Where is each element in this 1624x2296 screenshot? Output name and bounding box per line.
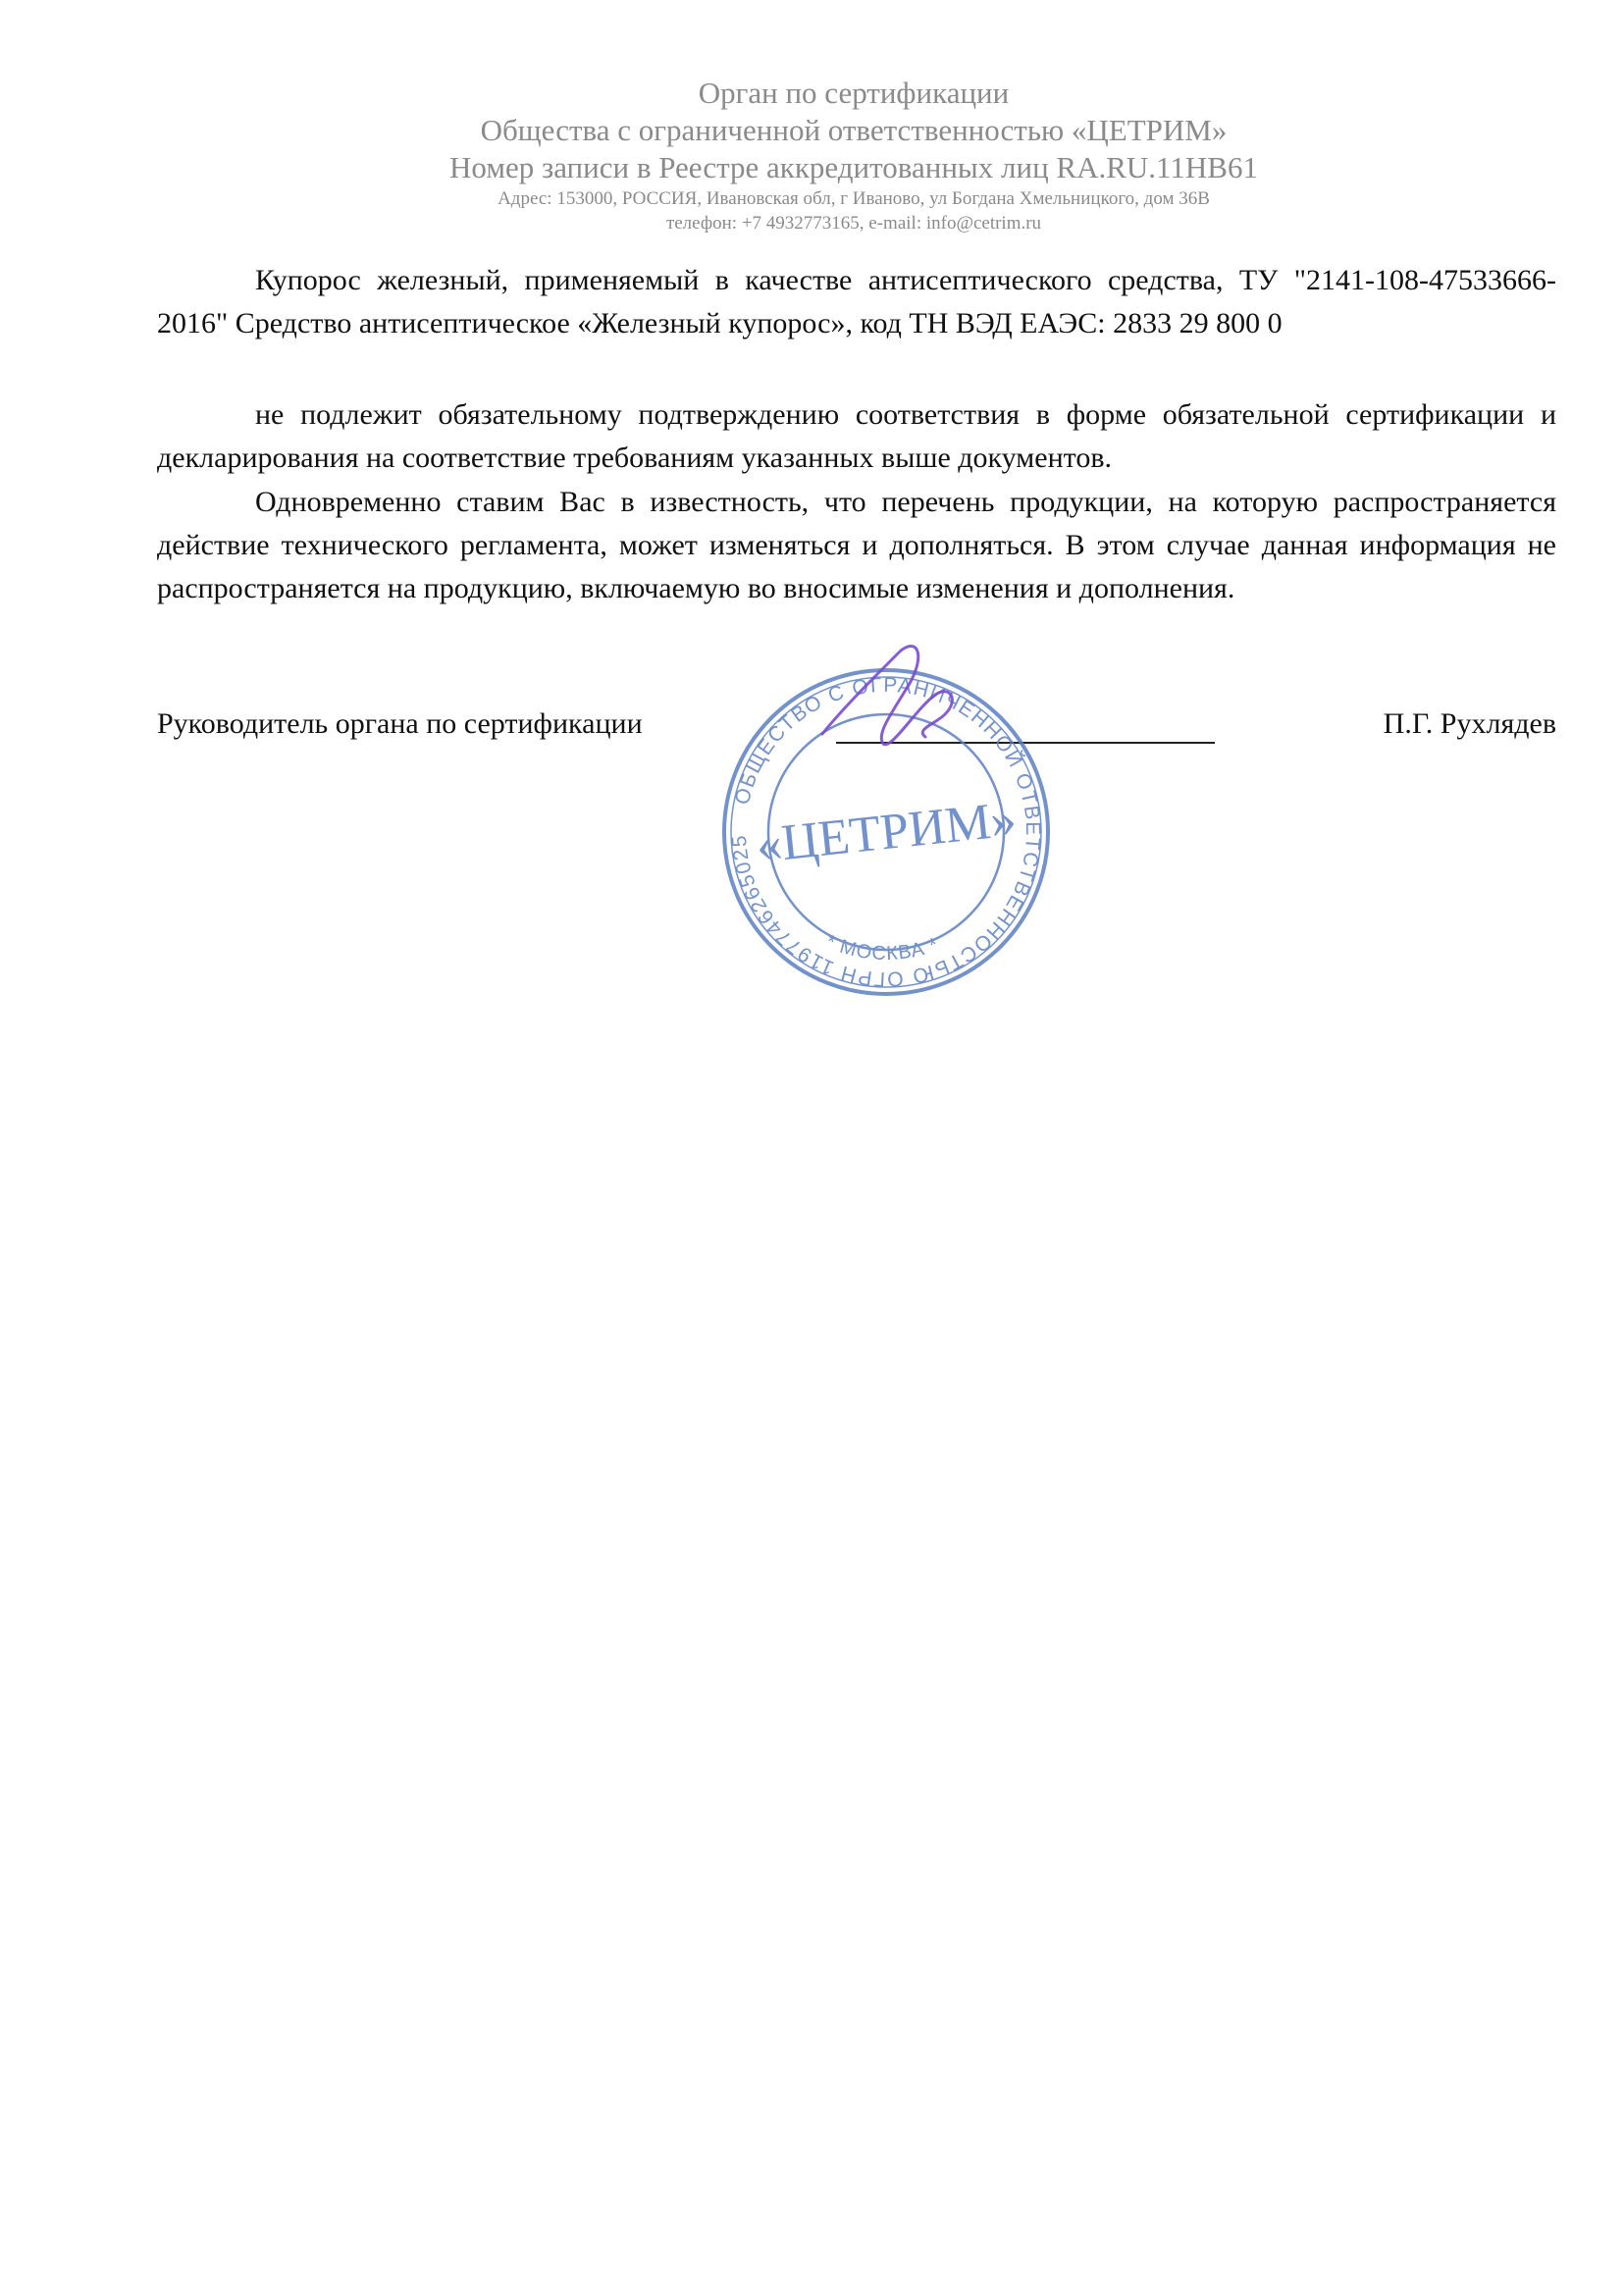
seal-graphic [714, 641, 1058, 1014]
product-paragraph: Купорос железный, применяемый в качестве антисептического средства, ТУ "2141-108-47533666-2016" Средство антисептическое «Железный купорос», код ТН ВЭД ЕАЭС: 2833 29 800 0 [157, 264, 1556, 339]
notice-paragraph: Одновременно ставим Вас в известность, что перечень продукции, на которую распространяется действие технического регламента, может изменяться и дополняться. В этом случае данная информация не распространяется на продукцию, включаемую во вносимые изменения и дополнения. [157, 486, 1556, 604]
header-address: Адрес: 153000, РОССИЯ, Ивановская обл, г Иваново, ул Богдана Хмельницкого, дом 36В [498, 188, 1210, 209]
seal-outer-text: ОБЩЕСТВО С ОГРАНИЧЕННОЙ ОТВЕТСТВЕННОСТЬЮ ОГРН 1197746265025 [727, 673, 1045, 991]
header-contacts: телефон: +7 4932773165, e-mail: info@cetrim.ru [665, 213, 1042, 234]
seal-rings [724, 670, 1048, 994]
header-company-name: Общества с ограниченной ответственностью «ЦЕТРИМ» [480, 113, 1228, 147]
seal-bottom-text: * МОСКВА * [822, 930, 942, 965]
company-seal-stamp [714, 641, 1058, 1014]
header-registry-number: Номер записи в Реестре аккредитованных лиц RA.RU.11НВ61 [449, 150, 1258, 184]
header-organ-title: Орган по сертификации [698, 76, 1010, 110]
document-header [0, 75, 1624, 235]
conformity-paragraph: не подлежит обязательному подтверждению соответствия в форме обязательной сертификации и декларирования на соответствие требованиям указанных выше документов. [157, 398, 1556, 474]
seal-center-text: «ЦЕТРИМ» [753, 791, 1020, 874]
signatory-position: Руководитель органа по сертификации [157, 707, 643, 740]
signatory-name: П.Г. Рухлядев [1383, 707, 1556, 740]
